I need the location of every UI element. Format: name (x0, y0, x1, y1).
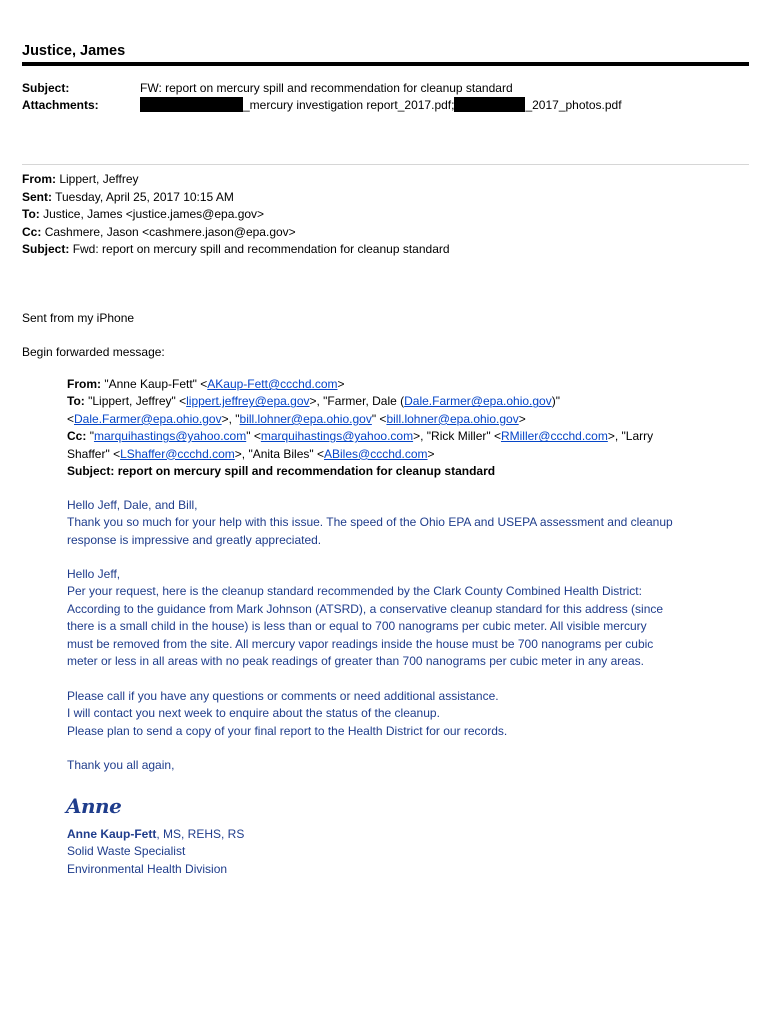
body-line: response is impressive and greatly appreciated. (67, 532, 322, 547)
begin-forwarded-note: Begin forwarded message: (22, 345, 165, 359)
greeting-line: Hello Jeff, Dale, and Bill, (67, 498, 198, 512)
to-email-link[interactable]: lippert.jeffrey@epa.gov (186, 394, 310, 409)
header-divider (22, 62, 749, 66)
cc-email-link[interactable]: RMiller@ccchd.com (500, 429, 608, 444)
signature-division: Environmental Health Division (67, 861, 228, 876)
to-email-link[interactable]: Dale.Farmer@epa.ohio.gov (404, 394, 552, 409)
original-header (67, 376, 707, 480)
attachments-value (140, 97, 622, 113)
body-line: there is a small child in the house) is less than or equal to 700 nanograms per cubic meter. All visible mercury (67, 619, 647, 634)
forward-from-value: Lippert, Jeffrey (59, 172, 139, 186)
attachment-2[interactable]: _2017_photos.pdf (525, 98, 622, 112)
handwritten-signature: Anne (66, 794, 122, 818)
cc-email-link[interactable]: LShaffer@ccchd.com (120, 446, 235, 461)
forward-from-line: From: Lippert, Jeffrey (22, 172, 139, 186)
forward-to-line: To: Justice, James <justice.james@epa.gov> (22, 207, 265, 221)
message-body-standard (67, 566, 663, 670)
cc-email-link[interactable]: marquihastings@yahoo.com (260, 429, 414, 444)
forward-subject-value: Fwd: report on mercury spill and recommendation for cleanup standard (72, 242, 450, 256)
mailbox-owner: Justice, James (22, 43, 126, 59)
section-divider (22, 164, 749, 165)
redaction-block (454, 97, 525, 112)
signature-name: Anne Kaup-Fett (67, 827, 157, 841)
body-line: Per your request, here is the cleanup standard recommended by the Clark County Combined Health District: (67, 584, 642, 599)
forward-header (22, 171, 450, 259)
signature-name-line (67, 826, 244, 843)
body-line: meter or less in all areas with no peak readings of greater than 700 nanograms per cubic meter in any areas. (67, 654, 644, 669)
original-to-line: To: "Lippert, Jeffrey" <lippert.jeffrey@epa.gov>, "Farmer, Dale (Dale.Farmer@epa.ohio.gov)" (67, 394, 560, 409)
attachments-label: Attachments: (22, 98, 99, 112)
signature-credentials: , MS, REHS, RS (156, 827, 245, 841)
body-line: Please plan to send a copy of your final report to the Health District for our records. (67, 723, 508, 738)
body-line: According to the guidance from Mark Johnson (ATSRD), a conservative cleanup standard for this address (since (67, 601, 664, 616)
to-email-link[interactable]: bill.lohner@epa.ohio.gov (386, 411, 519, 426)
cc-email-link[interactable]: ABiles@ccchd.com (324, 446, 428, 461)
sent-from-note: Sent from my iPhone (22, 311, 135, 325)
forward-cc-value: Cashmere, Jason <cashmere.jason@epa.gov> (44, 224, 296, 239)
redaction-block (140, 97, 243, 112)
message-body-intro (67, 497, 673, 549)
subject-value: FW: report on mercury spill and recommendation for cleanup standard (140, 81, 513, 95)
cc-email-link[interactable]: marquihastings@yahoo.com (93, 429, 247, 444)
to-email-link[interactable]: Dale.Farmer@epa.ohio.gov (74, 411, 222, 426)
closing-line: Thank you all again, (67, 758, 175, 772)
original-subject-line: Subject: report on mercury spill and recommendation for cleanup standard (67, 464, 496, 479)
body-line: I will contact you next week to enquire about the status of the cleanup. (67, 706, 440, 721)
forward-cc-line: Cc: Cashmere, Jason <cashmere.jason@epa.gov> (22, 224, 296, 239)
signature-block (67, 826, 244, 878)
subject-label: Subject: (22, 81, 70, 95)
original-cc-line-2: Shaffer" <LShaffer@ccchd.com>, "Anita Biles" <ABiles@ccchd.com> (67, 446, 435, 461)
forward-subject-line: Subject: Fwd: report on mercury spill and recommendation for cleanup standard (22, 242, 450, 256)
forward-to-value: Justice, James <justice.james@epa.gov> (43, 207, 265, 221)
original-cc-line: Cc: "marquihastings@yahoo.com" <marquihastings@yahoo.com>, "Rick Miller" <RMiller@ccchd.com>, "Larry (67, 429, 654, 444)
forward-sent-value: Tuesday, April 25, 2017 10:15 AM (55, 189, 234, 204)
attachment-1[interactable]: _mercury investigation report_2017.pdf; (243, 98, 455, 112)
signature-title: Solid Waste Specialist (67, 844, 186, 859)
body-line: must be removed from the site. All mercury vapor readings inside the house must be 700 nanograms per cubic (67, 636, 654, 651)
to-email-link[interactable]: bill.lohner@epa.ohio.gov (239, 411, 372, 426)
body-line: Thank you so much for your help with this issue. The speed of the Ohio EPA and USEPA assessment and cleanup (67, 515, 673, 530)
original-to-line-2: <Dale.Farmer@epa.ohio.gov>, "bill.lohner@epa.ohio.gov" <bill.lohner@epa.ohio.gov> (67, 411, 526, 426)
message-body-closing-notes (67, 688, 507, 740)
greeting-line: Hello Jeff, (67, 567, 121, 581)
original-from-line: From: "Anne Kaup-Fett" <AKaup-Fett@ccchd.com> (67, 377, 345, 391)
from-email-link[interactable]: AKaup-Fett@ccchd.com (207, 377, 338, 391)
body-line: Please call if you have any questions or comments or need additional assistance. (67, 689, 499, 703)
forward-sent-line: Sent: Tuesday, April 25, 2017 10:15 AM (22, 189, 234, 204)
